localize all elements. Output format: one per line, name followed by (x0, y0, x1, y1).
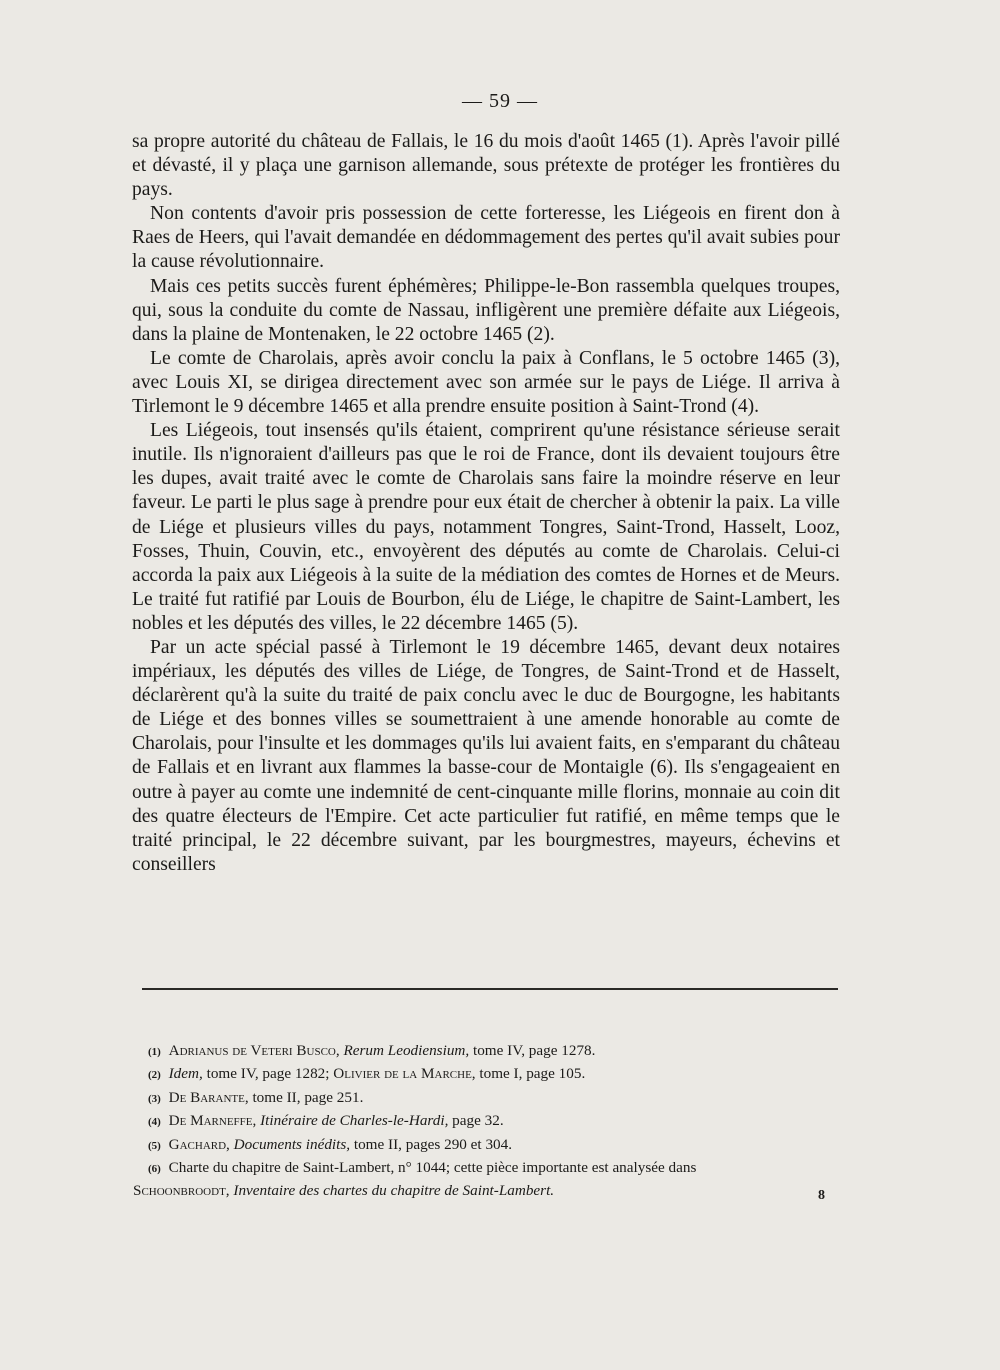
footnote (148, 1040, 843, 1063)
footnote (148, 1110, 843, 1133)
footnote (148, 1063, 843, 1086)
footnote-author: Schoonbroodt, (133, 1182, 230, 1200)
footnote (133, 1157, 843, 1203)
footnote-reference: tome IV, page 1278. (472, 1042, 596, 1059)
footnote-reference: Charte du chapitre de Saint-Lambert, n° 1044; cette pièce importante est analysée dans (168, 1159, 697, 1177)
footnote-reference: tome II, page 251. (252, 1088, 364, 1106)
paragraph: Non contents d'avoir pris possession de cette forteresse, les Liégeois en firent don à Raes de Heers, qui l'avait demandée en dédommagement des pertes qu'il avait subies pour la cause révolutionnaire. (132, 203, 840, 273)
paragraph: Le comte de Charolais, après avoir conclu la paix à Conflans, le 5 octobre 1465 (3), avec Louis XI, se dirigea directement avec son armée sur le pays de Liége. Il arriva à Tirlemont le 9 décembre 1465 et alla prendre ensuite position à Saint-Trond (4). (132, 347, 840, 418)
footnote-author: Gachard, (168, 1135, 230, 1153)
footnotes (133, 1040, 843, 1203)
footnote-title: Documents inédits, (233, 1135, 351, 1153)
footnote (148, 1087, 843, 1110)
paragraph: Mais ces petits succès furent éphémères; Philippe-le-Bon rassembla quelques troupes, qui, sous la conduite du comte de Nassau, infligèrent une première défaite aux Liégeois, dans la plaine de Montenaken, le 22 octobre 1465 (2). (132, 275, 840, 345)
footnote-divider (142, 988, 838, 990)
footnote-reference: tome IV, page 1282; (206, 1065, 330, 1083)
footnote-number: (5) (148, 1139, 161, 1152)
footnote-number: (2) (148, 1069, 161, 1082)
footnote-number: (6) (148, 1163, 161, 1176)
footnote-reference: tome II, pages 290 et 304. (353, 1135, 513, 1153)
footnote-author: Adrianus de Veteri Busco, (168, 1042, 340, 1059)
footnote-title: Idem, (168, 1065, 203, 1083)
footnote-reference: page 32. (452, 1112, 504, 1130)
footnote-author: De Barante, (168, 1088, 249, 1106)
footnote-title: Rerum Leodiensium, (343, 1042, 470, 1059)
paragraph: Les Liégeois, tout insensés qu'ils étaient, comprirent qu'une résistance sérieuse serait inutile. Ils n'ignoraient d'ailleurs pas que le roi de France, dont ils devaient toujours être les dupes, avait traité avec le comte de Charolais sans faire la moindre réserve en leur faveur. Le parti le plus sage à prendre pour eux était de chercher à obtenir la paix. La ville de Liége et plusieurs villes du pays, notamment Tongres, Saint-Trond, Hasselt, Looz, Fosses, Thuin, Couvin, etc., envoyèrent des députés au comte de Charolais. Celui-ci accorda la paix aux Liégeois à la suite de la médiation des comtes de Hornes et de Meurs. Le traité fut ratifié par Louis de Bourbon, élu de Liége, le chapitre de Saint-Lambert, les nobles et les députés des villes, le 22 décembre 1465 (5). (132, 420, 840, 634)
footnote-author: De Marneffe, (168, 1112, 257, 1130)
footnote-title: Itinéraire de Charles-le-Hardi, (260, 1112, 449, 1130)
paragraph: sa propre autorité du château de Fallais, le 16 du mois d'août 1465 (1). Après l'avoir pillé et dévasté, il y plaça une garnison allemande, sous prétexte de protéger les frontières du pays. (132, 131, 840, 201)
page-number: — 59 — (462, 90, 538, 112)
footnote-number: (4) (148, 1116, 161, 1129)
footnote-title: Inventaire des chartes du chapitre de Saint-Lambert. (233, 1182, 555, 1200)
main-text (132, 130, 840, 877)
paragraph: Par un acte spécial passé à Tirlemont le 19 décembre 1465, devant deux notaires impériaux, les députés des villes de Liége, de Tongres, de Saint-Trond et de Hasselt, déclarèrent qu'à la suite du traité de paix conclu avec le duc de Bourgogne, les habitants de Liége et des bonnes villes se soumettraient à une amende honorable au comte de Charolais, pour l'insulte et les dommages qu'ils lui avaient faits, en s'emparant du château de Fallais et en livrant aux flammes la basse-cour de Montaigle (6). Ils s'engageaient en outre à payer au comte une indemnité de cent-cinquante mille florins, monnaie au coin dit des quatre électeurs de l'Empire. Cet acte particulier fut ratifié, en même temps que le traité principal, le 22 décembre suivant, par les bourgmestres, mayeurs, échevins et conseillers (132, 636, 840, 875)
footnote-number: (1) (148, 1046, 161, 1058)
footnote (148, 1134, 843, 1157)
footnote-reference: tome I, page 105. (479, 1065, 586, 1083)
footnote-author: Olivier de la Marche, (333, 1065, 476, 1083)
footnote-number: (3) (148, 1092, 161, 1105)
signature-mark: 8 (818, 1188, 825, 1203)
